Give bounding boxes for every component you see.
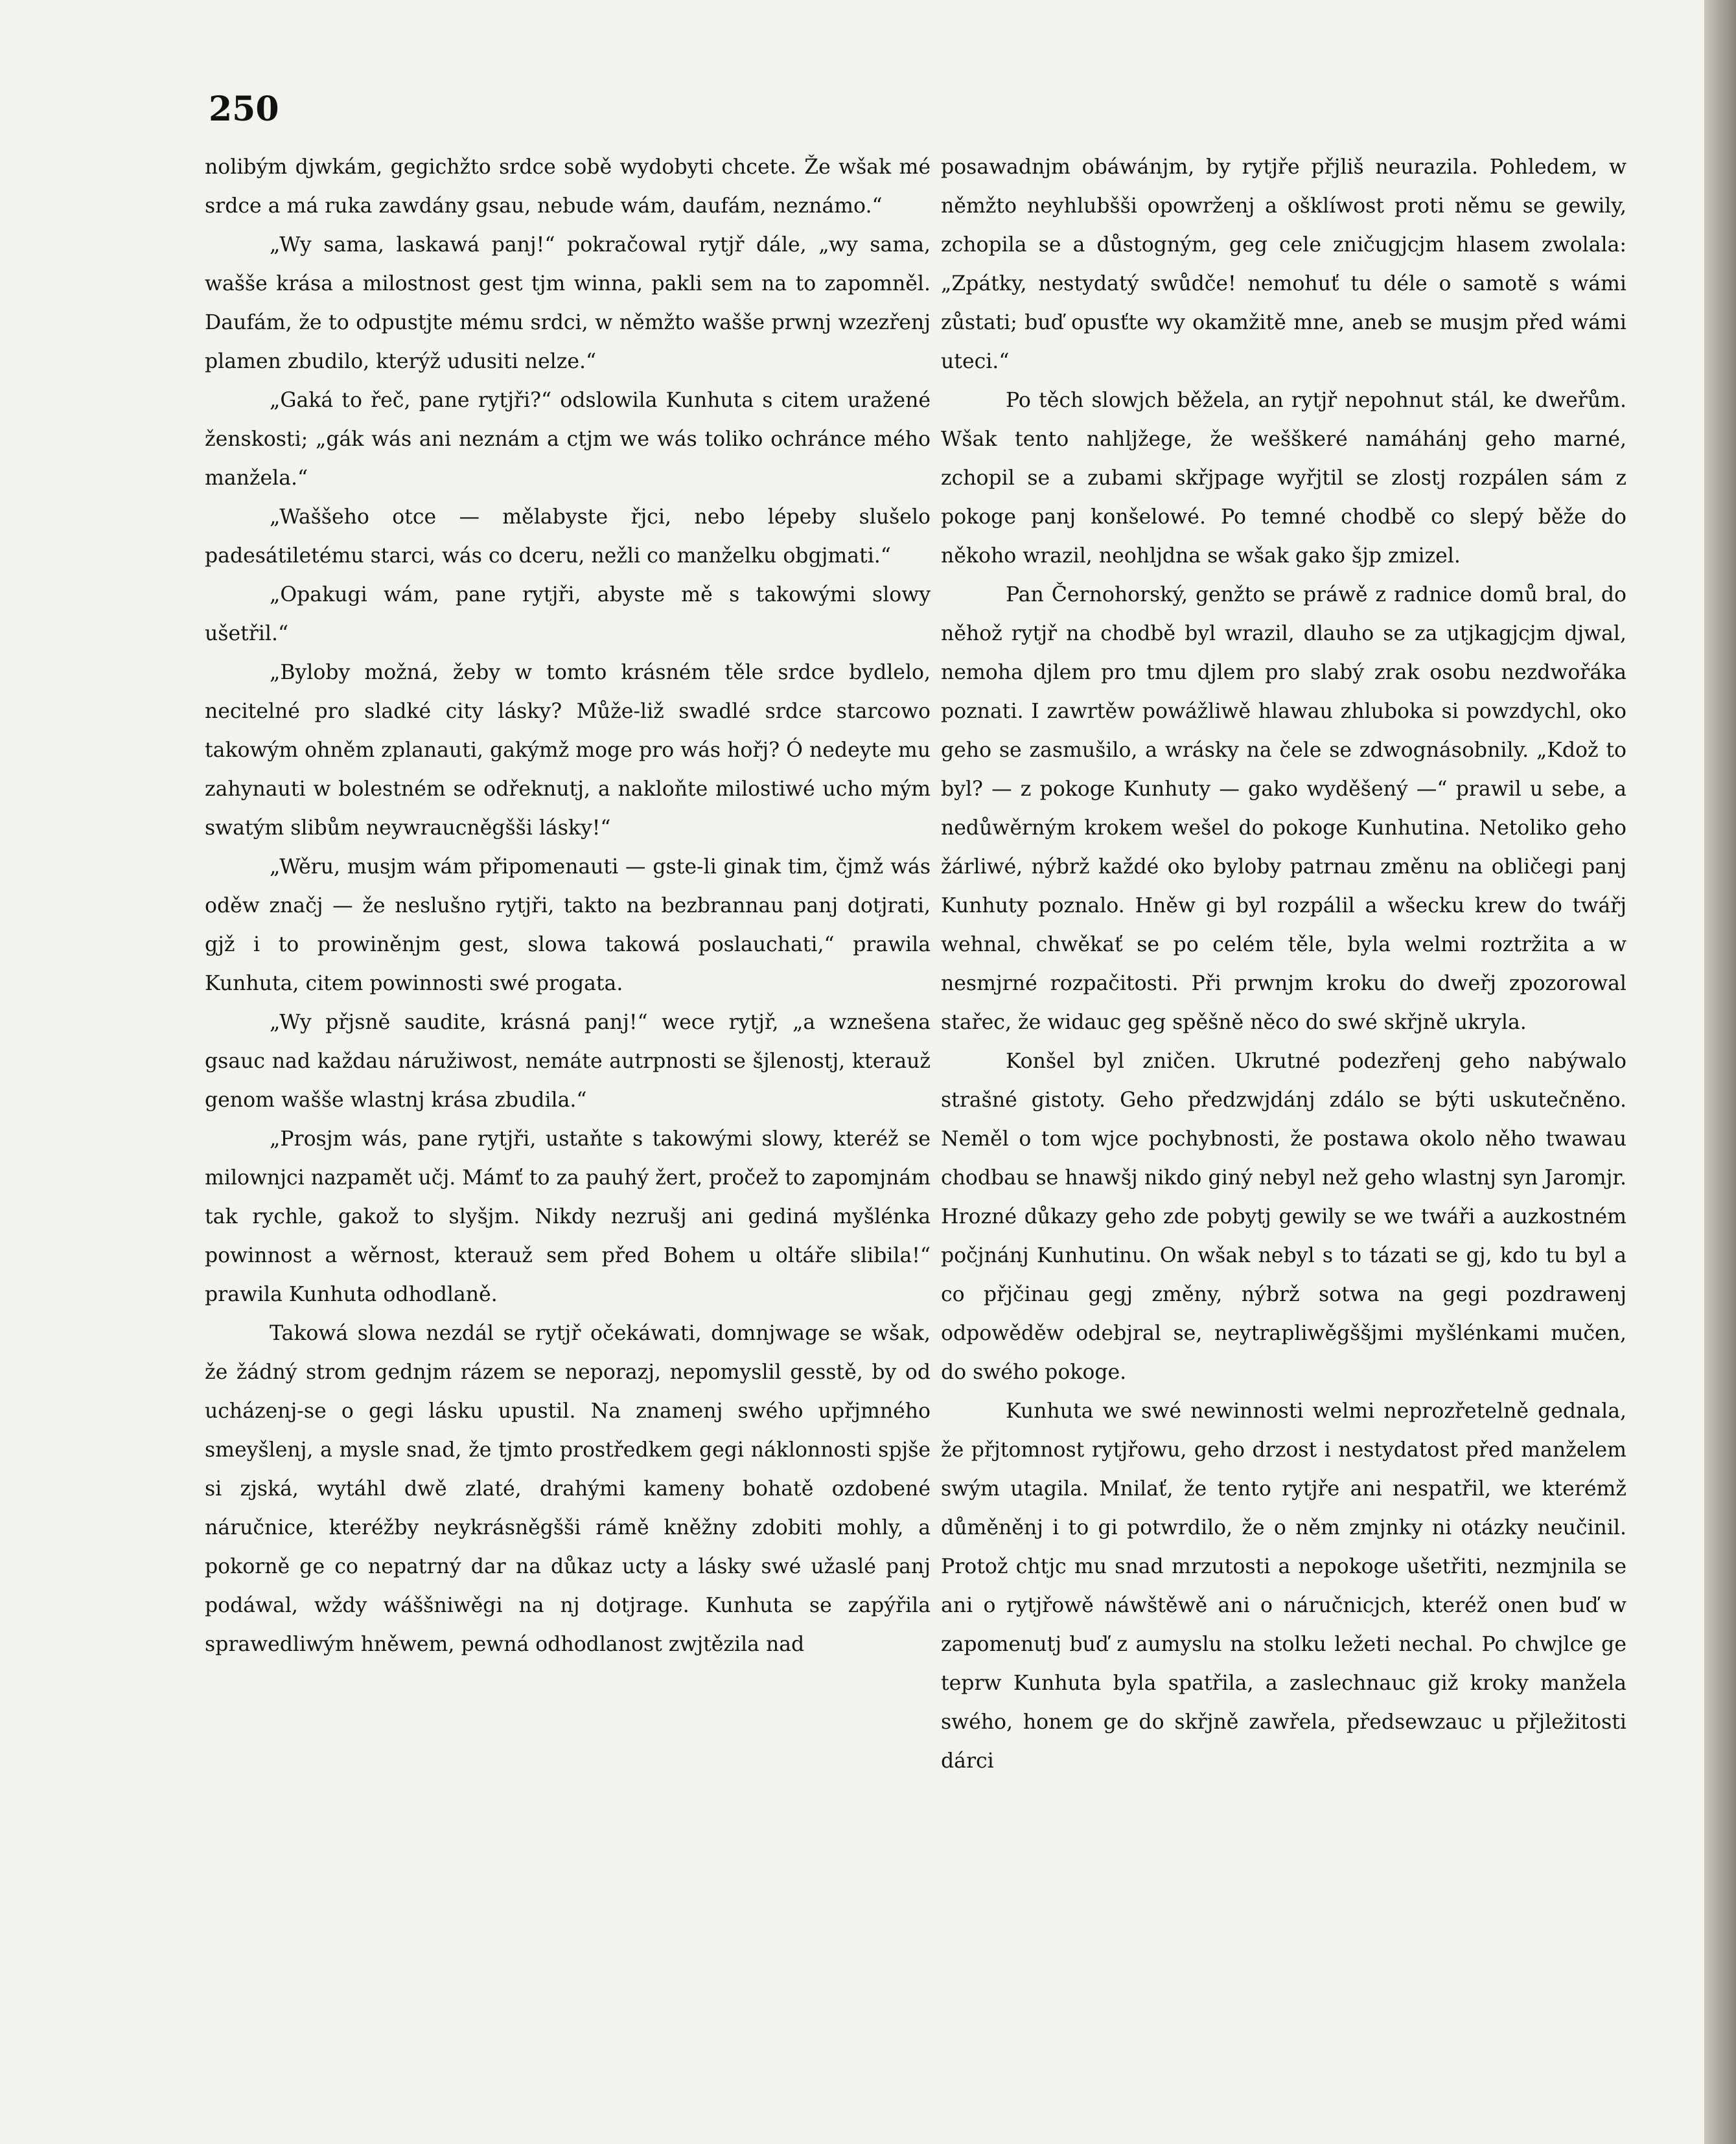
paragraph: „Waššeho otce — mělabyste řjci, nebo lépeby slušelo padesátiletému starci, wás co dceru, nežli co manželku obgjmati.“ [205, 505, 931, 568]
paragraph: „Wěru, musjm wám připomenauti — gste-li ginak tim, čjmž wás oděw značj — že neslušno rytjři, takto na bezbrannau panj dotjrati, gjž i to prowiněnjm gest, slowa takowá poslauchati,“ prawila Kunhuta, citem powinnosti swé progata. [205, 855, 931, 995]
paragraph: „Wy sama, laskawá panj!“ pokračowal rytjř dále, „wy sama, wašše krása a milostnost gest tjm winna, pakli sem na to zapomněl. Daufám, že to odpustjte mému srdci, w němžto wašše prwnj wzezřenj plamen zbudilo, kterýž udusiti nelze.“ [205, 233, 931, 373]
paragraph: „Wy přjsně saudite, krásná panj!“ wece rytjř, „a wznešena gsauc nad každau náružiwost, nemáte autrpnosti se šjlenostj, kterauž genom wašše wlastnj krása zbudila.“ [205, 1011, 931, 1112]
paragraph: „Prosjm wás, pane rytjři, ustaňte s takowými slowy, kteréž se milownjci nazpamět učj. Mámť to za pauhý žert, pročež to zapomjnám tak rychle, gakož to slyšjm. Nikdy nezrušj ani gediná myšlénka powinnost a wěrnost, kterauž sem před Bohem u oltáře slibila!“ prawila Kunhuta odhodlaně. [205, 1127, 931, 1306]
paragraph: „Byloby možná, žeby w tomto krásném těle srdce bydlelo, necitelné pro sladké city lásky? Může-liž swadlé srdce starcowo takowým ohněm zplanauti, gakýmž moge pro wás hořj? Ó nedeyte mu zahynauti w bolestném se odřeknutj, a nakloňte milostiwé ucho mým swatým slibům neywraucněgšši lásky!“ [205, 661, 931, 840]
paragraph: posawadnjm obáwánjm, by rytjře přjliš neurazila. Pohledem, w němžto neyhlubšši opowrženj a ošklíwost proti němu se gewily, zchopila se a důstogným, geg cele zničugjcjm hlasem zwolala: „Zpátky, nestydatý swůdče! nemohuť tu déle o samotě s wámi zůstati; buď opusťte wy okamžitě mne, aneb se musjm před wámi uteci.“ [941, 156, 1626, 373]
page-number: 250 [209, 89, 279, 129]
paragraph: Pan Černohorský, genžto se práwě z radnice domů bral, do něhož rytjř na chodbě byl wrazil, dlauho se za utjkagjcjm djwal, nemoha djlem pro tmu djlem pro slabý zrak osobu nezdwořáka poznati. I zawrtěw powážliwě hlawau zhluboka si powzdychl, oko geho se zasmušilo, a wrásky na čele se zdwognásobnily. „Kdož to byl? — z pokoge Kunhuty — gako wyděšený —“ prawil u sebe, a nedůwěrným krokem wešel do pokoge Kunhutina. Netoliko geho žárliwé, nýbrž každé oko byloby patrnau změnu na obličegi panj Kunhuty poznalo. Hněw gi byl rozpálil a wšecku krew do twářj wehnal, chwěkať se po celém těle, byla welmi roztržita a w nesmjrné rozpačitosti. Při prwnjm kroku do dweřj zpozorowal stařec, že widauc geg spěšně něco do swé skřjně ukryla. [941, 583, 1626, 1034]
paragraph: „Gaká to řeč, pane rytjři?“ odslowila Kunhuta s citem uražené ženskosti; „gák wás ani neznám a ctjm we wás toliko ochránce mého manžela.“ [205, 389, 931, 490]
page-edge-shadow [1704, 0, 1736, 2144]
paragraph: nolibým djwkám, gegichžto srdce sobě wydobyti chcete. Že wšak mé srdce a má ruka zawdány gsau, nebude wám, daufám, neznámo.“ [205, 156, 931, 218]
paragraph: Konšel byl zničen. Ukrutné podezřenj geho nabýwalo strašné gistoty. Geho předzwjdánj zdálo se býti uskutečněno. Neměl o tom wjce pochybnosti, že postawa okolo něho twawau chodbau se hnawšj nikdo giný nebyl než geho wlastnj syn Jaromjr. Hrozné důkazy geho zde pobytj gewily se we twáři a auzkostném počjnánj Kunhutinu. On wšak nebyl s to tázati se gj, kdo tu byl a co přjčinau gegj změny, nýbrž sotwa na gegi pozdrawenj odpowěděw odebjral se, neytrapliwěgššjmi myšlénkami mučen, do swého pokoge. [941, 1050, 1626, 1384]
paragraph: „Opakugi wám, pane rytjři, abyste mě s takowými slowy ušetřil.“ [205, 583, 931, 645]
paragraph: Takowá slowa nezdál se rytjř očekáwati, domnjwage se wšak, že žádný strom gednjm rázem se neporazj, nepomyslil gesstě, by od ucházenj-se o gegi lásku upustil. Na znamenj swého upřjmného smeyšlenj, a mysle snad, že tjmto prostředkem gegi náklonnosti spjše si zjská, wytáhl dwě zlaté, drahými kameny bohatě ozdobené náručnice, kteréžby neykrásněgšši rámě kněžny zdobiti mohly, a pokorně ge co nepatrný dar na důkaz ucty a lásky swé užaslé panj podáwal, wždy wáššniwěgi na nj dotjrage. Kunhuta se zapýřila sprawedliwým hněwem, pewná odhodlanost zwjtězila nad [205, 1322, 931, 1656]
right-text-column [941, 148, 1626, 1781]
left-text-column [205, 148, 931, 1664]
paragraph: Kunhuta we swé newinnosti welmi neprozřetelně gednala, že přjtomnost rytjřowu, geho drzost i nestydatost před manželem swým utagila. Mnilať, že tento rytjře ani nespatřil, we kterémž důměněnj i to gi potwrdilo, že o něm zmjnky ni otázky neučinil. Protož chtjc mu snad mrzutosti a nepokoge ušetřiti, nezmjnila se ani o rytjřowě náwštěwě ani o náručnicjch, kteréž onen buď w zapomenutj buď z aumyslu na stolku ležeti nechal. Po chwjlce ge teprw Kunhuta byla spatřila, a zaslechnauc giž kroky manžela swého, honem ge do skřjně zawřela, předsewzauc u přjležitosti dárci [941, 1400, 1626, 1773]
paragraph: Po těch slowjch běžela, an rytjř nepohnut stál, ke dweřům. Wšak tento nahljžege, že wešškeré namáhánj geho marné, zchopil se a zubami skřjpage wyřjtil se zlostj rozpálen sám z pokoge panj konšelowé. Po temné chodbě co slepý běže do někoho wrazil, neohljdna se wšak gako šjp zmizel. [941, 389, 1626, 568]
